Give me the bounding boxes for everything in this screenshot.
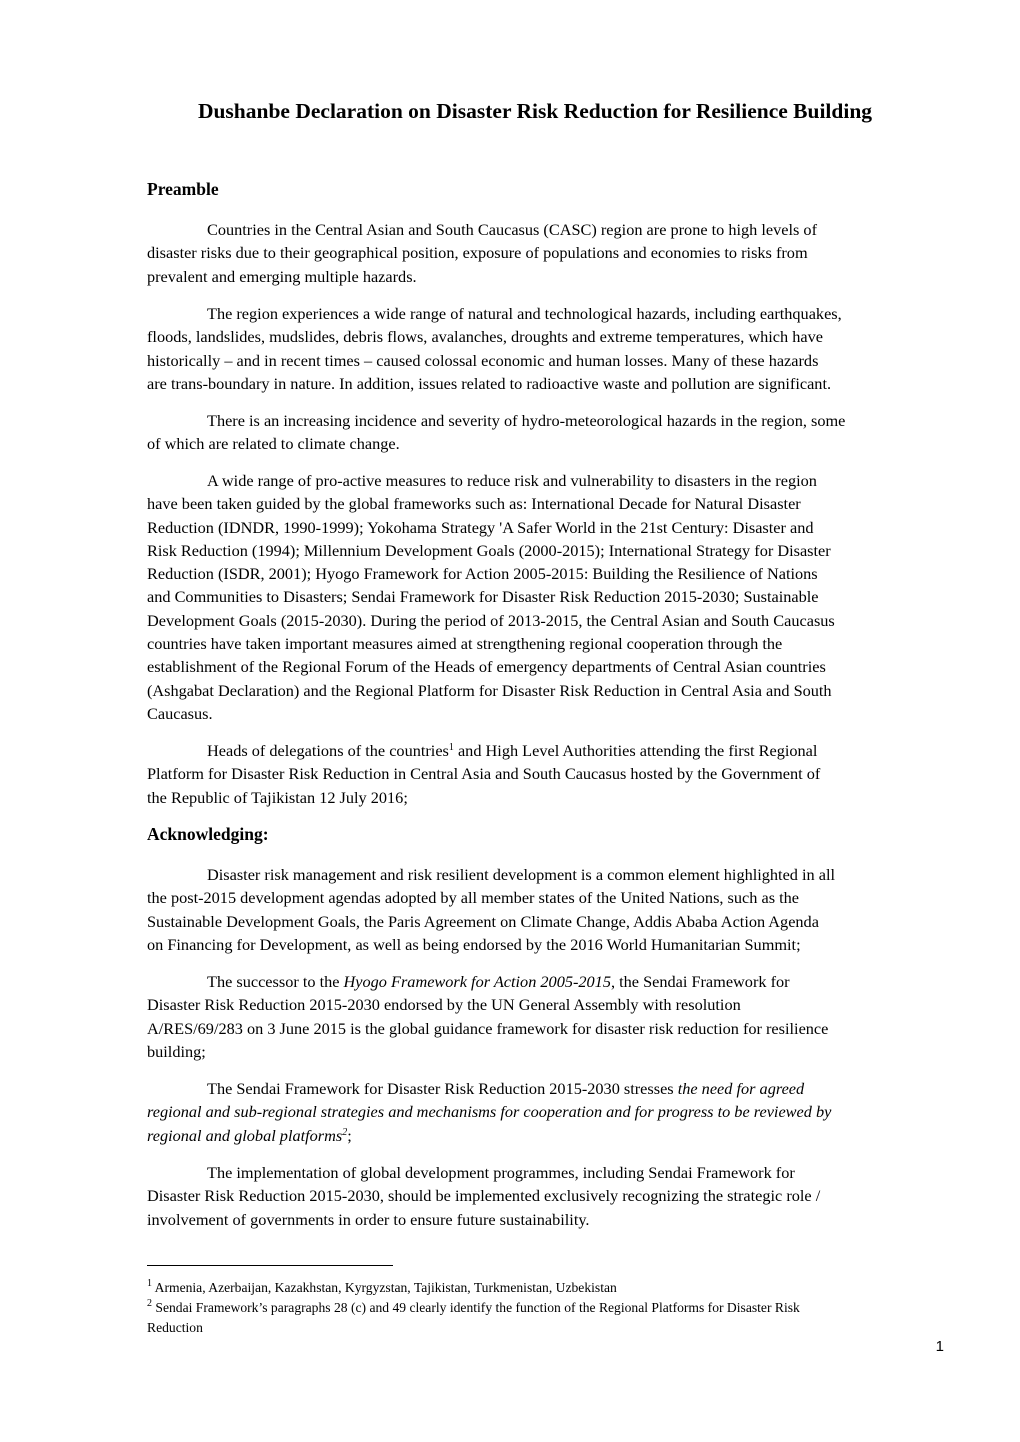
text-line [147,632,967,655]
text-segment: Risk Reduction (1994); Millennium Development Goals (2000-2015); International Strategy for Disaster [147,540,831,560]
text-line [147,609,967,632]
text-line [147,562,967,585]
text-segment: Heads of delegations of the countries [207,741,449,760]
text-line [147,469,967,492]
footnote-text-continued: Reduction [147,1319,203,1335]
text-segment: There is an increasing incidence and severity of hydro-meteorological hazards in the region, some [207,411,846,430]
preamble-paragraph [147,218,967,288]
preamble-paragraph [147,739,967,809]
text-segment: A/RES/69/283 on 3 June 2015 is the global guidance framework for disaster risk reduction for resilience [147,1018,829,1038]
text-line [147,655,967,678]
text-line [147,993,967,1016]
footnote-2 [147,1298,800,1337]
acknowledging-paragraph [147,970,967,1063]
preamble-paragraph [147,302,967,395]
text-line [147,516,967,539]
text-segment: ; [347,1125,352,1145]
text-segment: Development Goals (2015-2030). During the period of 2013-2015, the Central Asian and South Caucasus [147,610,835,630]
text-line [147,702,967,725]
text-segment: on Financing for Development, as well as being endorsed by the 2016 World Humanitarian Summit; [147,934,801,954]
preamble-paragraph [147,469,967,725]
text-segment: The implementation of global development programmes, including Sendai Framework for [207,1163,795,1182]
footnote-reference: 1 [448,742,454,753]
text-segment: establishment of the Regional Forum of the Heads of emergency departments of Central Asian countries [147,657,826,677]
text-line [147,1040,967,1063]
text-line [147,1124,967,1147]
text-line [147,1017,967,1040]
text-segment: (Ashgabat Declaration) and the Regional Platform for Disaster Risk Reduction in Central Asia and South [147,680,832,700]
text-line [147,786,967,809]
text-segment: and High Level Authorities attending the first Regional [453,741,818,760]
footnote-mark: 2 [147,1298,152,1309]
text-segment: are trans-boundary in nature. In addition, issues related to radioactive waste and pollution are significant. [147,373,832,393]
text-segment: the Republic of Tajikistan 12 July 2016; [147,787,408,807]
text-line [147,241,967,264]
text-segment: Sustainable Development Goals, the Paris Agreement on Climate Change, Addis Ababa Action Agenda [147,911,819,931]
text-segment: floods, landslides, mudslides, debris flows, avalanches, droughts and extreme temperatures, which have [147,327,823,347]
acknowledging-paragraph [147,1161,967,1231]
text-line [147,585,967,608]
preamble-heading: Preamble [147,179,219,199]
text-line [147,432,967,455]
text-segment: of which are related to climate change. [147,434,400,454]
text-line [147,1208,967,1231]
text-segment: the need for agreed [677,1079,805,1098]
document-title: Dushanbe Declaration on Disaster Risk Reduction for Resilience Building [197,99,873,123]
text-line [147,492,967,515]
text-segment: Disaster Risk Reduction 2015-2030, should be implemented exclusively recognizing the strategic role / [147,1186,821,1206]
text-segment: A wide range of pro-active measures to reduce risk and vulnerability to disasters in the region [207,471,817,490]
text-line [147,910,967,933]
footnote-mark: 1 [147,1278,152,1289]
text-segment: The successor to the [207,972,344,991]
text-line [147,349,967,372]
text-line [147,265,967,288]
text-line [147,1100,967,1123]
footnote-text: Sendai Framework’s paragraphs 28 (c) and 49 clearly identify the function of the Regional Platforms for Disaster Risk [155,1300,800,1315]
text-segment: historically – and in recent times – caused colossal economic and human losses. Many of these hazards [147,350,819,370]
text-line [147,1161,967,1184]
text-line [147,539,967,562]
text-segment: The region experiences a wide range of natural and technological hazards, including earthquakes, [207,304,842,323]
text-segment: the post-2015 development agendas adopted by all member states of the United Nations, such as the [147,888,799,908]
text-segment: have been taken guided by the global frameworks such as: International Decade for Natural Disaster [147,494,801,514]
text-segment: Disaster Risk Reduction 2015-2030 endorsed by the UN General Assembly with resolution [147,995,741,1015]
text-segment: involvement of governments in order to ensure future sustainability. [147,1209,590,1229]
text-line [147,302,967,325]
footnote-reference: 2 [342,1126,348,1138]
text-line [147,679,967,702]
page-number: 1 [935,1338,944,1355]
text-line [147,325,967,348]
text-line [147,1077,967,1100]
text-line [147,739,967,762]
footnote-1 [147,1278,617,1298]
text-segment: Hyogo Framework for Action 2005-2015 [343,972,611,991]
text-line [147,933,967,956]
text-line [147,409,967,432]
text-segment: regional and sub-regional strategies and mechanisms for cooperation and for progress to be reviewed by [147,1102,832,1122]
acknowledging-paragraph [147,863,967,956]
text-line [147,1184,967,1207]
text-line [147,886,967,909]
text-segment: and Communities to Disasters; Sendai Framework for Disaster Risk Reduction 2015-2030; Sustainable [147,587,819,607]
acknowledging-paragraph [147,1077,967,1147]
text-segment: regional and global platforms [147,1125,343,1145]
text-segment: prevalent and emerging multiple hazards. [147,266,417,286]
text-segment: countries have taken important measures aimed at strengthening regional cooperation through the [147,634,783,654]
text-segment: Reduction (ISDR, 2001); Hyogo Framework for Action 2005-2015: Building the Resilience of Nations [147,564,818,584]
text-segment: Disaster risk management and risk resilient development is a common element highlighted in all [207,865,836,884]
text-segment: Caucasus. [147,703,213,723]
text-segment: Countries in the Central Asian and South Caucasus (CASC) region are prone to high levels of [207,220,817,239]
text-segment: The Sendai Framework for Disaster Risk Reduction 2015-2030 stresses [207,1079,678,1098]
preamble-paragraph [147,409,967,456]
text-line [147,863,967,886]
text-segment: Reduction (IDNDR, 1990-1999); Yokohama Strategy 'A Safer World in the 21st Century: Disaster and [147,517,814,537]
text-segment: , the Sendai Framework for [610,972,790,991]
text-line [147,970,967,993]
text-line [147,762,967,785]
footnote-text: Armenia, Azerbaijan, Kazakhstan, Kyrgyzstan, Tajikistan, Turkmenistan, Uzbekistan [154,1280,617,1295]
text-segment: disaster risks due to their geographical position, exposure of populations and economies to risks from [147,243,808,263]
text-segment: building; [147,1041,206,1061]
acknowledging-heading: Acknowledging: [147,824,269,844]
footnote-separator [147,1265,393,1266]
text-segment: Platform for Disaster Risk Reduction in Central Asia and South Caucasus hosted by the Government of [147,764,821,784]
text-line [147,372,967,395]
text-line [147,218,967,241]
